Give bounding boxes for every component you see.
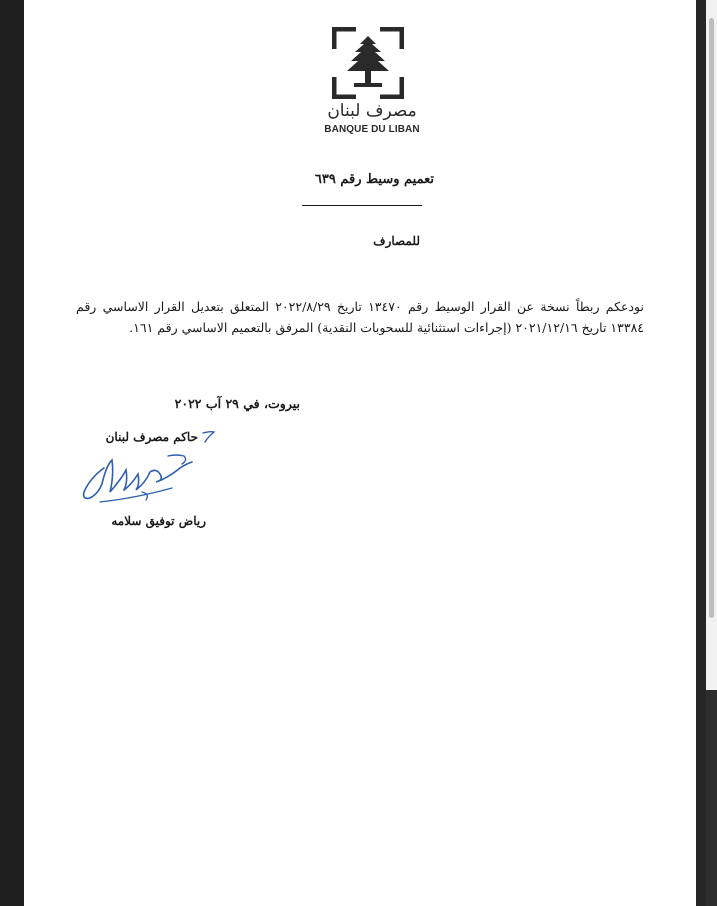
cedar-emblem-icon [332,27,404,99]
bank-name-french: BANQUE DU LIBAN [324,124,420,135]
viewer-scrollbar-area [696,0,717,906]
signer-title: حاكم مصرف لبنان [105,430,198,444]
document-page [24,0,696,906]
bank-name-arabic: مصرف لبنان [327,101,417,121]
ink-mark-icon [200,429,218,445]
viewer-background [706,690,717,906]
signer-name: رياض توفيق سلامه [111,514,206,528]
place-and-date: بيروت، في ٢٩ آب ٢٠٢٢ [174,396,300,411]
title-underline [302,205,422,206]
addressee: للمصارف [373,234,420,248]
body-paragraph: نودعكم ربطاً نسخة عن القرار الوسيط رقم ١٣٤٧٠ تاريخ ٢٠٢٢/٨/٢٩ المتعلق بتعديل القرار الاساسي رقم ١٣٣٨٤ تاريخ ٢٠٢١/١٢/١٦ (إجراءات استثنائية للسحوبات النقدية) المرفق بالتعميم الاساسي رقم ١٦١. [76,299,644,335]
circular-title: تعميم وسيط رقم ٦٣٩ [314,172,434,187]
scrollbar-thumb[interactable] [709,18,714,618]
handwritten-signature-icon [76,448,208,510]
